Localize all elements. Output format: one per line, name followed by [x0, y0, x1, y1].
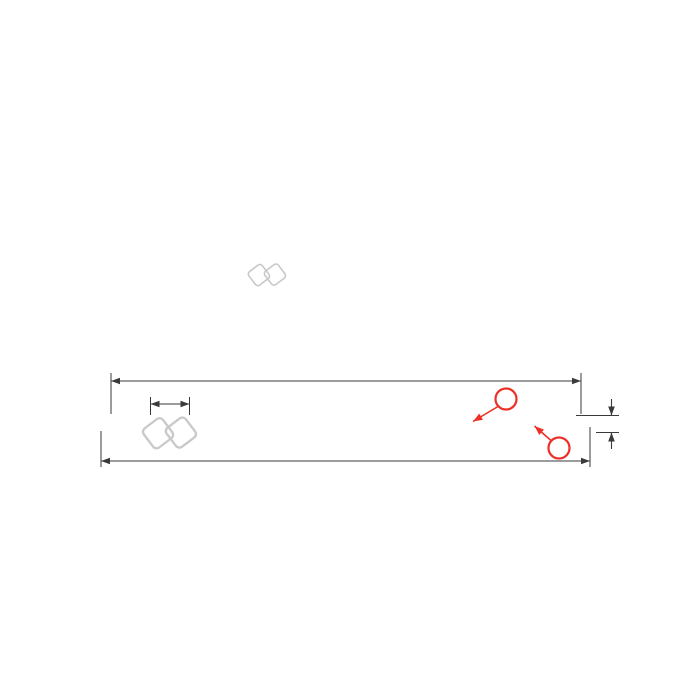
callout-b-badge	[549, 438, 570, 459]
dimension-height	[576, 399, 619, 449]
section-view	[101, 373, 619, 467]
callout-a-badge	[496, 389, 517, 410]
callout-a	[473, 389, 517, 422]
dimension-pitch	[151, 397, 190, 415]
dimension-full-width	[101, 427, 590, 467]
callout-b	[535, 426, 570, 459]
